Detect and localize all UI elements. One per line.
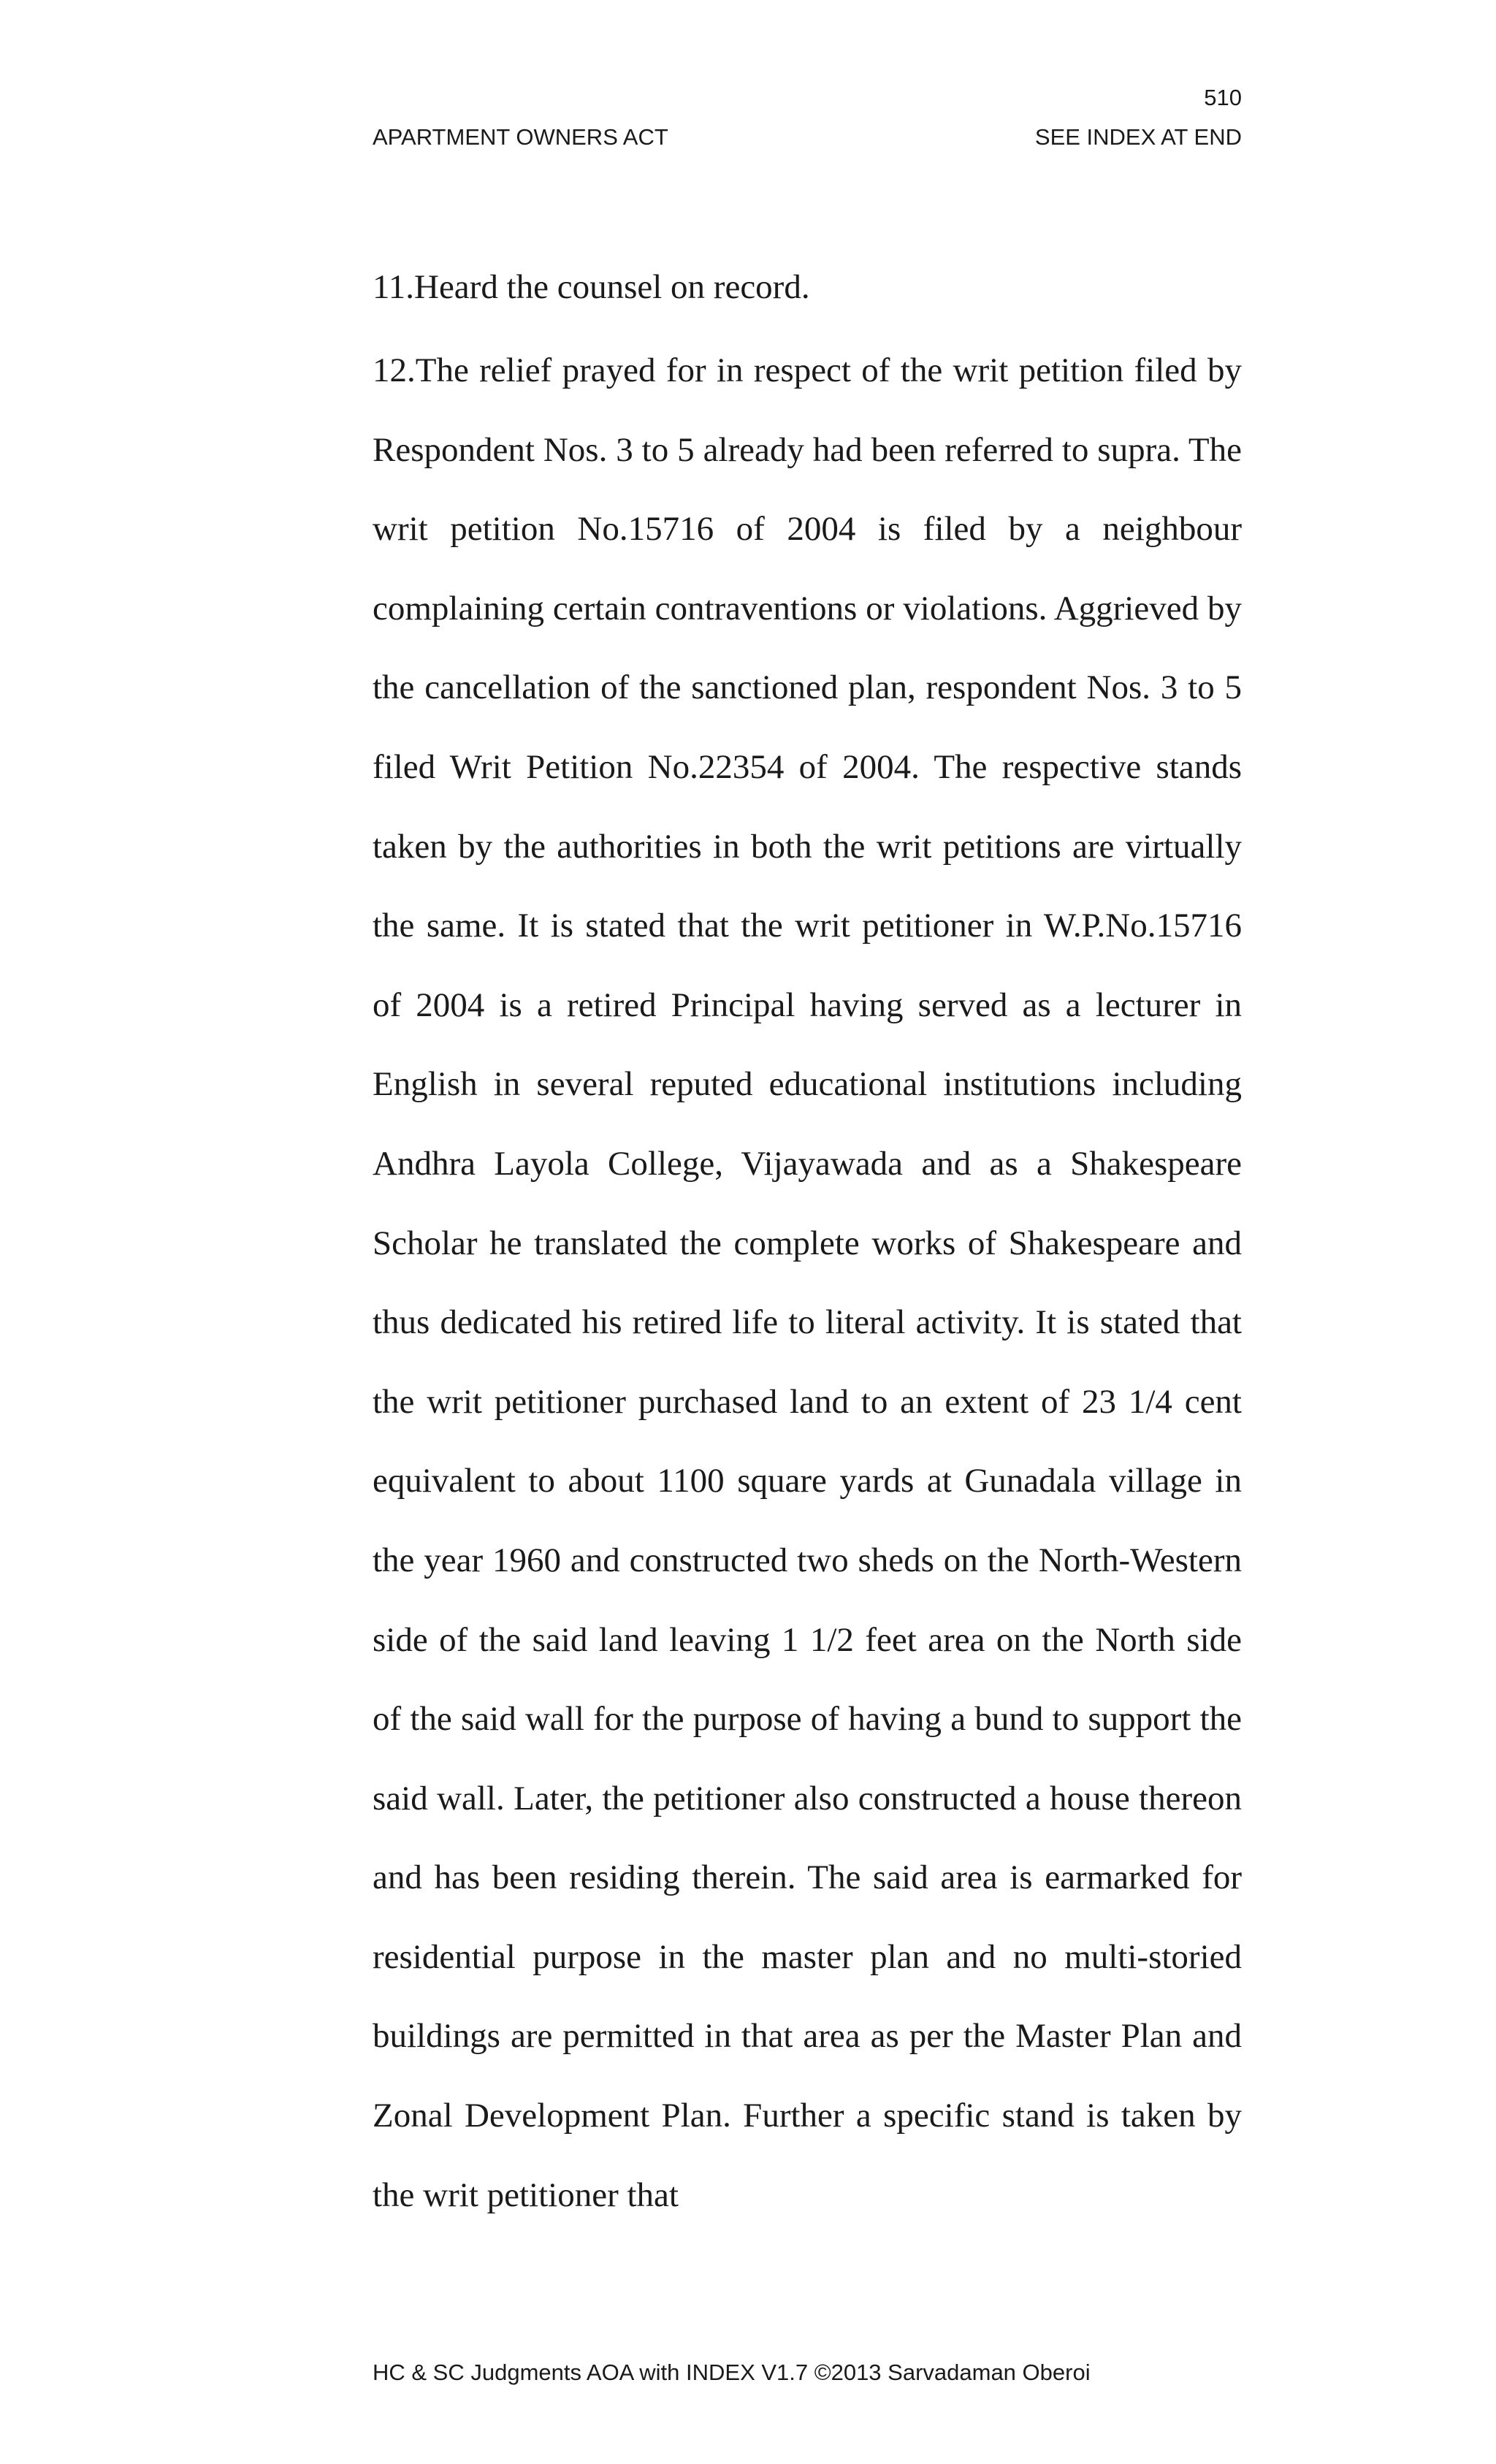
running-header-title: APARTMENT OWNERS ACT <box>373 124 668 150</box>
paragraph-12: 12.The relief prayed for in respect of the writ petition filed by Respondent Nos. 3 to 5 already had been referred to supra. The writ petition No.15716 of 2004 is filed by a neighbour complaining certain contraventions or violations. Aggrieved by the cancellation of the sanctioned plan, respondent Nos. 3 to 5 filed Writ Petition No.22354 of 2004. The respective stands taken by the authorities in both the writ petitions are virtually the same. It is stated that the writ petitioner in W.P.No.15716 of 2004 is a retired Principal having served as a lecturer in English in several reputed educational institutions including Andhra Layola College, Vijayawada and as a Shakespeare Scholar he translated the complete works of Shakespeare and thus dedicated his retired life to literal activity. It is stated that the writ petitioner purchased land to an extent of 23 1/4 cent equivalent to about 1100 square yards at Gunadala village in the year 1960 and constructed two sheds on the North-Western side of the said land leaving 1 1/2 feet area on the North side of the said wall for the purpose of having a bund to support the said wall. Later, the petitioner also constructed a house thereon and has been residing therein. The said area is earmarked for residential purpose in the master plan and no multi-storied buildings are permitted in that area as per the Master Plan and Zonal Development Plan. Further a specific stand is taken by the writ petitioner that <box>373 351 1242 2214</box>
document-body <box>373 259 1242 2235</box>
paragraph-11: 11.Heard the counsel on record. <box>373 268 810 306</box>
running-header-index-note: SEE INDEX AT END <box>1034 124 1242 150</box>
page-number: 510 <box>1204 85 1242 110</box>
page-footer: HC & SC Judgments AOA with INDEX V1.7 ©2013 Sarvadaman Oberoi <box>373 2360 1091 2385</box>
